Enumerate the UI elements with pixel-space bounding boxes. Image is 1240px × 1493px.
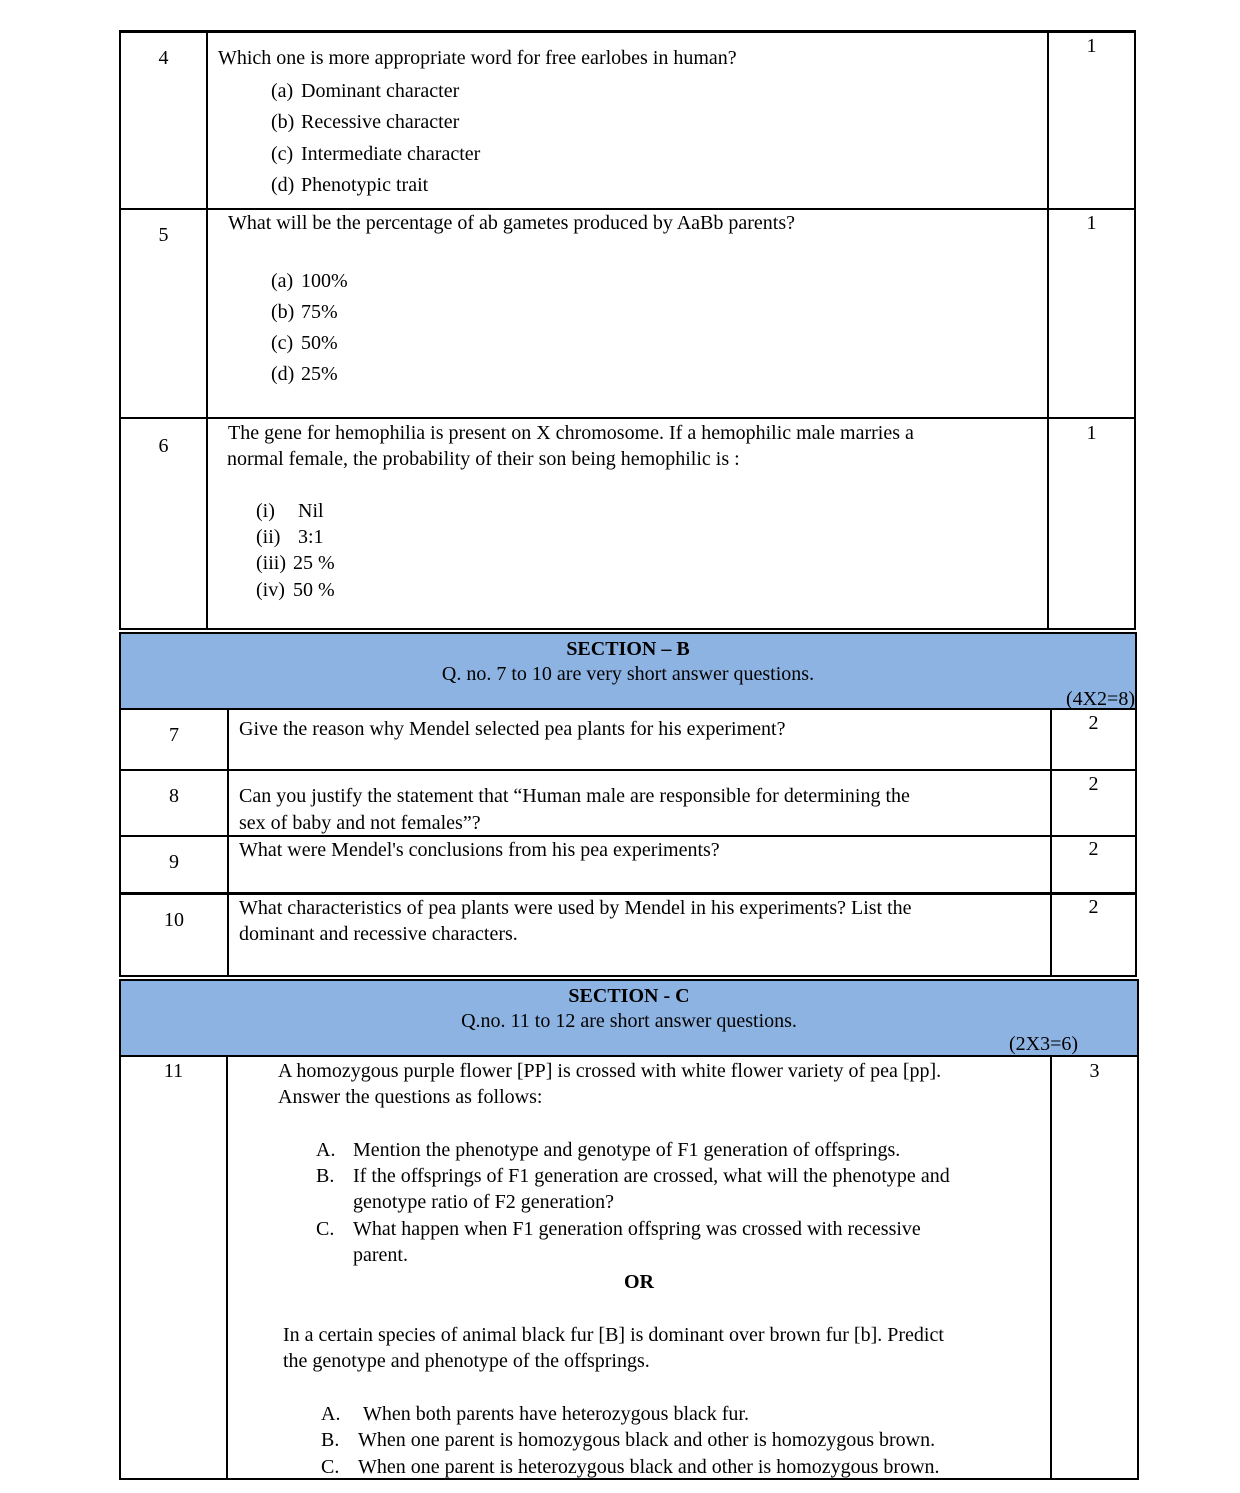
table-border-right <box>1134 30 1136 630</box>
question-text: dominant and recessive characters. <box>239 923 518 945</box>
question-text: Can you justify the statement that “Human male are responsible for determining the <box>239 785 910 807</box>
part-text: Mention the phenotype and genotype of F1 generation of offsprings. <box>353 1139 901 1161</box>
option-text: 25 % <box>293 552 335 574</box>
option-text: Phenotypic trait <box>301 174 429 196</box>
column-divider <box>1047 30 1049 630</box>
part-label: B. <box>321 1429 340 1451</box>
table-border-top <box>119 30 1136 33</box>
part-text: What happen when F1 generation offspring was crossed with recessive <box>353 1218 921 1240</box>
question-number: 10 <box>164 909 184 931</box>
table-border-left <box>119 30 121 630</box>
option-text: 25% <box>301 363 338 385</box>
marks-value: 2 <box>1088 773 1099 795</box>
marks-value: 2 <box>1088 838 1099 860</box>
part-text: When both parents have heterozygous black fur. <box>363 1403 749 1425</box>
question-number: 7 <box>169 724 179 746</box>
question-text: The gene for hemophilia is present on X chromosome. If a hemophilic male marries a <box>228 422 914 444</box>
question-number: 6 <box>158 435 169 457</box>
question-text: What will be the percentage of ab gametes produced by AaBb parents? <box>228 212 796 234</box>
marks-scheme: (4X2=8) <box>1065 688 1135 710</box>
part-label: A. <box>316 1139 336 1161</box>
question-text: What characteristics of pea plants were used by Mendel in his experiments? List the <box>239 897 912 919</box>
option-label: (b) <box>271 301 295 323</box>
part-text: genotype ratio of F2 generation? <box>353 1191 615 1213</box>
option-label: (c) <box>271 332 294 354</box>
marks-value: 1 <box>1086 212 1097 234</box>
question-text: Which one is more appropriate word for free earlobes in human? <box>218 47 737 69</box>
table-border-left <box>119 1056 121 1480</box>
part-text: When one parent is homozygous black and other is homozygous brown. <box>358 1429 936 1451</box>
section-subtitle: Q. no. 7 to 10 are very short answer questions. <box>441 663 815 685</box>
part-label: C. <box>321 1456 340 1478</box>
option-text: Nil <box>298 500 324 522</box>
option-label: (a) <box>271 80 294 102</box>
marks-value: 3 <box>1089 1060 1100 1082</box>
option-text: 50% <box>301 332 338 354</box>
section-c-header <box>119 979 1139 1057</box>
part-text: If the offsprings of F1 generation are crossed, what will the phenotype and <box>353 1165 950 1187</box>
table-border-right <box>1137 1056 1139 1480</box>
marks-value: 1 <box>1086 422 1097 444</box>
row-divider <box>119 417 1136 419</box>
option-label: (iv) <box>256 579 285 601</box>
option-label: (d) <box>271 174 295 196</box>
option-text: Dominant character <box>301 80 460 102</box>
column-divider <box>1050 1056 1052 1480</box>
part-text: When one parent is heterozygous black and other is homozygous brown. <box>358 1456 940 1478</box>
option-text: Recessive character <box>301 111 460 133</box>
question-text: In a certain species of animal black fur [B] is dominant over brown fur [b]. Predict <box>283 1324 944 1346</box>
question-text: Give the reason why Mendel selected pea plants for his experiment? <box>239 718 786 740</box>
column-divider <box>206 30 208 630</box>
option-text: 3:1 <box>298 526 324 548</box>
section-title: SECTION – B <box>566 638 690 660</box>
marks-scheme: (2X3=6) <box>1009 1033 1079 1055</box>
table-border-left <box>119 709 121 977</box>
question-text: sex of baby and not females”? <box>239 812 481 834</box>
row-divider <box>119 769 1137 771</box>
marks-value: 2 <box>1088 712 1099 734</box>
question-text: the genotype and phenotype of the offsprings. <box>283 1350 650 1372</box>
option-text: 50 % <box>293 579 335 601</box>
row-divider <box>119 628 1136 630</box>
section-subtitle: Q.no. 11 to 12 are short answer questions. <box>461 1010 797 1032</box>
question-number: 11 <box>163 1060 184 1082</box>
question-text: normal female, the probability of their son being hemophilic is : <box>227 448 740 470</box>
table-border-right <box>1135 709 1137 977</box>
column-divider <box>227 709 229 977</box>
option-label: (i) <box>256 500 275 522</box>
section-title: SECTION - C <box>568 985 690 1007</box>
question-number: 9 <box>169 851 179 873</box>
part-label: B. <box>316 1165 335 1187</box>
option-label: (ii) <box>256 526 281 548</box>
question-text: What were Mendel's conclusions from his pea experiments? <box>239 839 720 861</box>
option-text: 75% <box>301 301 338 323</box>
question-number: 4 <box>158 47 169 69</box>
marks-value: 2 <box>1088 896 1099 918</box>
part-label: A. <box>321 1403 341 1425</box>
section-b-header <box>119 632 1137 710</box>
option-label: (d) <box>271 363 295 385</box>
question-text: A homozygous purple flower [PP] is crossed with white flower variety of pea [pp]. <box>278 1060 942 1082</box>
question-number: 8 <box>169 785 179 807</box>
question-text: Answer the questions as follows: <box>278 1086 543 1108</box>
option-text: 100% <box>301 270 348 292</box>
part-text: parent. <box>353 1244 408 1266</box>
option-text: Intermediate character <box>301 143 481 165</box>
part-label: C. <box>316 1218 335 1240</box>
row-divider <box>119 975 1137 977</box>
marks-value: 1 <box>1086 35 1097 57</box>
option-label: (b) <box>271 111 295 133</box>
option-label: (c) <box>271 143 294 165</box>
question-number: 5 <box>158 224 169 246</box>
column-divider <box>226 1056 228 1480</box>
option-label: (iii) <box>256 552 286 574</box>
or-divider: OR <box>624 1271 654 1293</box>
option-label: (a) <box>271 270 294 292</box>
